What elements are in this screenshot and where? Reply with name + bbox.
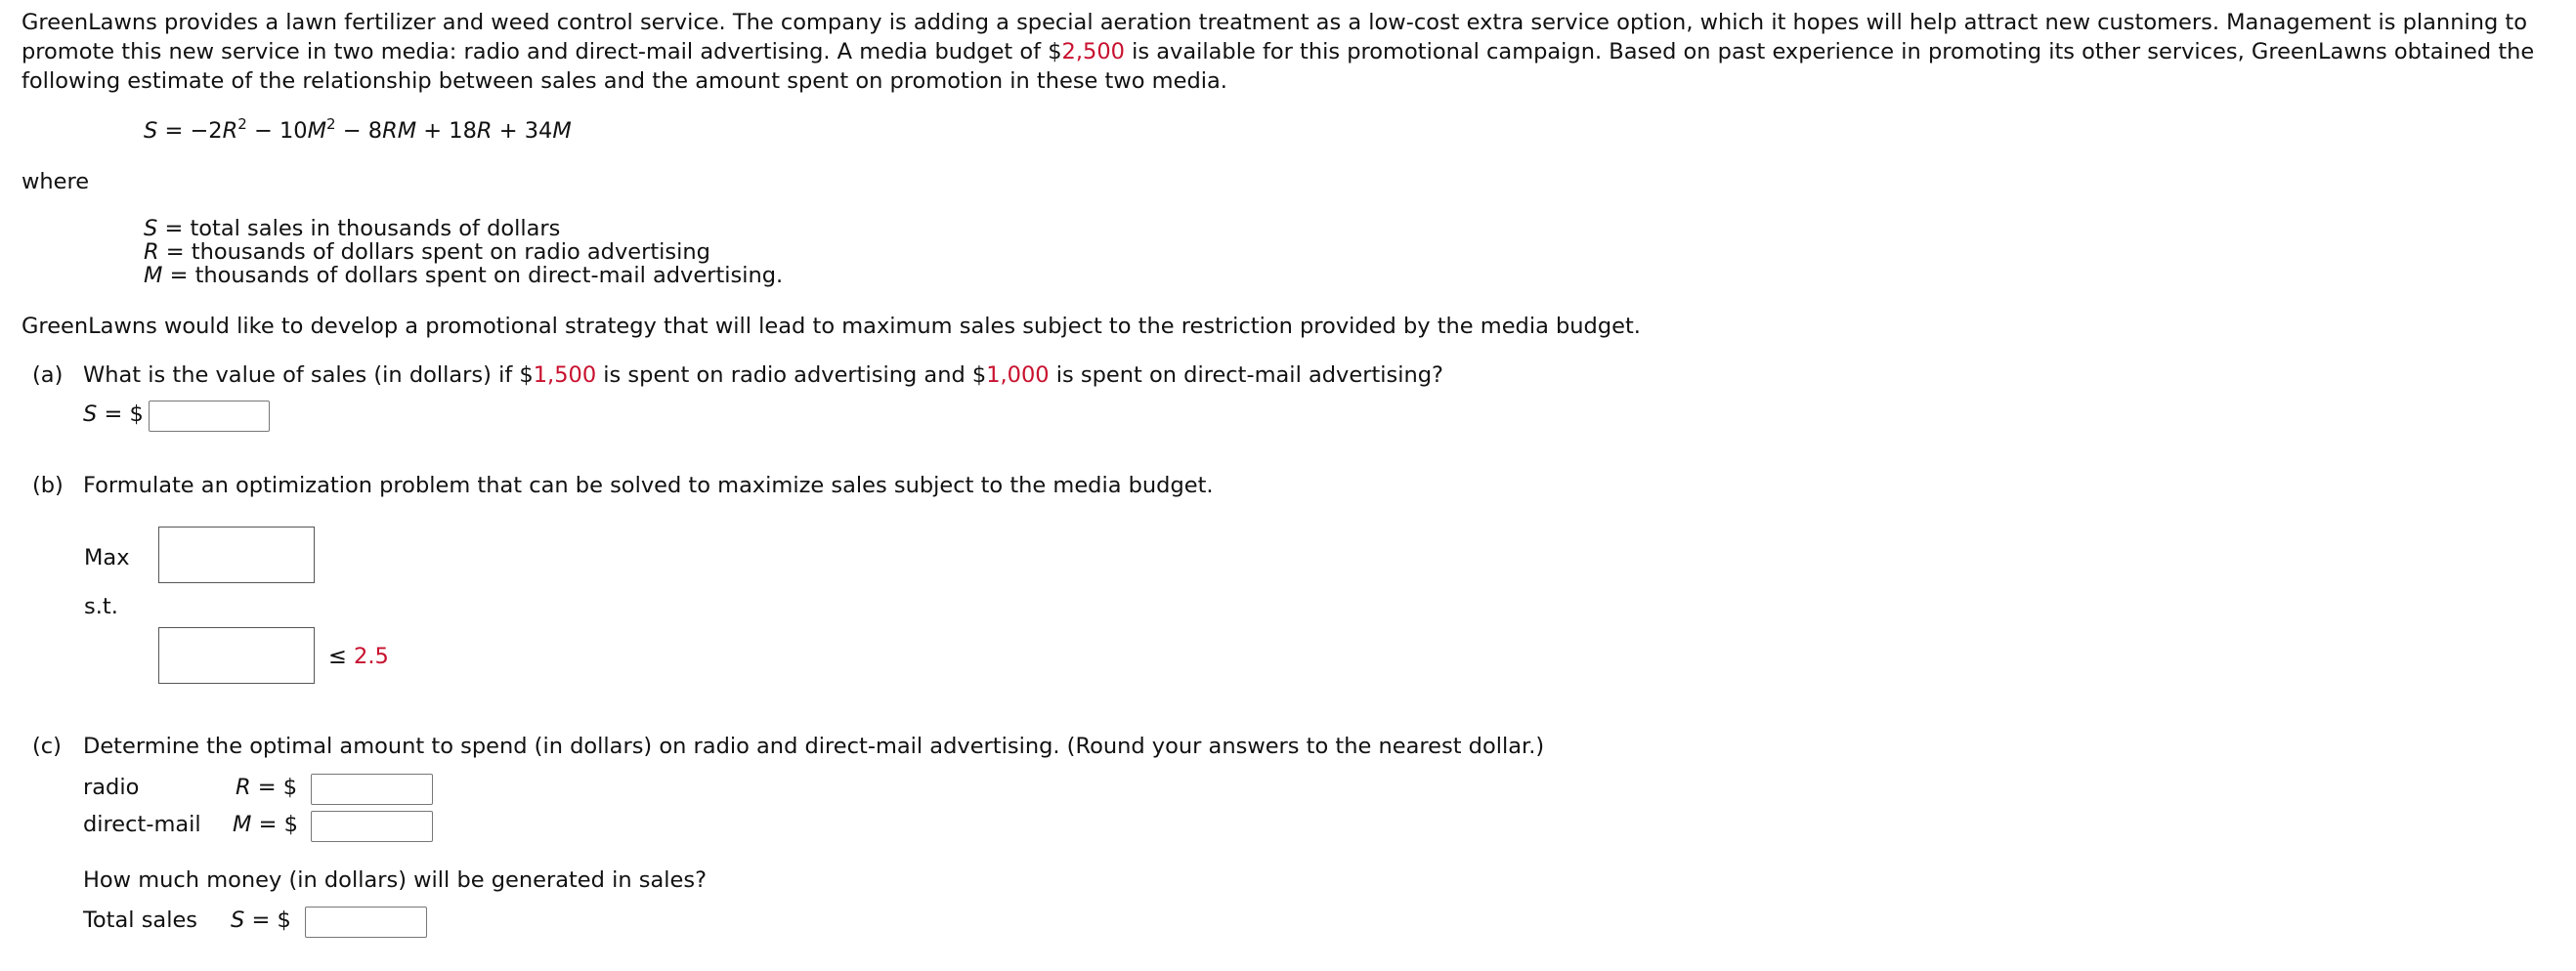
- eq-m: M: [307, 118, 327, 144]
- total-sales-input[interactable]: [305, 907, 427, 938]
- def-text: = thousands of dollars spent on direct-mail advertising.: [162, 263, 784, 288]
- eq-r: R: [476, 118, 493, 144]
- intro-text-after: is available for this promotional campaign. Based on past experience in promoting its other services, GreenLawns obtained the following estimate of the relationship between sales and the amount spent on promotion in these two media.: [21, 39, 2535, 94]
- definition-r: [144, 240, 783, 264]
- constraint-rhs: [328, 644, 389, 669]
- sales-question: How much money (in dollars) will be generated in sales?: [83, 867, 708, 893]
- s-var: S: [83, 401, 98, 427]
- radio-label: radio: [83, 775, 140, 800]
- eq-s: S: [144, 118, 158, 144]
- def-var: M: [144, 263, 163, 288]
- total-sales-var-label: [231, 908, 291, 933]
- eq-m: M: [552, 118, 572, 144]
- mail-amount: 1,000: [986, 362, 1050, 388]
- s-var: S: [231, 908, 245, 933]
- budget-amount: 2,500: [1061, 39, 1125, 64]
- strategy-paragraph: GreenLawns would like to develop a promotional strategy that will lead to maximum sales subject to the restriction provided by the media budget.: [21, 314, 1641, 339]
- mail-var-label: [233, 812, 298, 837]
- part-a-question: [83, 362, 1443, 388]
- le-symbol: ≤: [328, 644, 355, 669]
- objective-function-input[interactable]: [158, 527, 315, 583]
- def-var: R: [144, 239, 159, 265]
- eq-dollar: = $: [97, 401, 144, 427]
- m-var: M: [233, 812, 252, 837]
- radio-var-label: [236, 775, 297, 800]
- def-text: = total sales in thousands of dollars: [157, 216, 561, 241]
- intro-paragraph: [21, 8, 2562, 96]
- definition-m: [144, 264, 783, 287]
- part-b-question: Formulate an optimization problem that can be solved to maximize sales subject to the media budget.: [83, 473, 1214, 498]
- part-a-label: (a): [32, 362, 64, 388]
- direct-mail-amount-input[interactable]: [311, 811, 433, 842]
- eq-r: R: [222, 118, 238, 144]
- total-sales-label: Total sales: [83, 908, 198, 933]
- max-label: Max: [84, 545, 130, 570]
- q-text: is spent on direct-mail advertising?: [1049, 362, 1443, 388]
- part-a-s-label: [83, 401, 144, 427]
- eq-dollar: = $: [251, 812, 298, 837]
- variable-definitions: [144, 217, 783, 287]
- def-var: S: [144, 216, 158, 241]
- st-label: s.t.: [84, 594, 118, 619]
- constraint-input[interactable]: [158, 627, 315, 684]
- sales-equation: [144, 115, 572, 144]
- budget-rhs: 2.5: [354, 644, 389, 669]
- eq-part: − 10: [246, 118, 308, 144]
- eq-part: − 8: [335, 118, 383, 144]
- part-b-label: (b): [32, 473, 64, 498]
- direct-mail-label: direct-mail: [83, 812, 201, 837]
- eq-part: + 34: [492, 118, 553, 144]
- part-c-label: (c): [32, 734, 62, 759]
- eq-dollar: = $: [250, 775, 298, 800]
- eq-dollar: = $: [244, 908, 291, 933]
- eq-exponent: 2: [237, 115, 247, 133]
- definition-s: [144, 217, 783, 240]
- eq-exponent: 2: [326, 115, 336, 133]
- r-var: R: [236, 775, 251, 800]
- eq-rm: RM: [382, 118, 417, 144]
- part-a-sales-input[interactable]: [149, 401, 270, 432]
- where-label: where: [21, 169, 90, 194]
- eq-part: = −2: [157, 118, 223, 144]
- eq-part: + 18: [416, 118, 477, 144]
- def-text: = thousands of dollars spent on radio advertising: [158, 239, 710, 265]
- radio-amount: 1,500: [533, 362, 597, 388]
- q-text: What is the value of sales (in dollars) if $: [83, 362, 534, 388]
- radio-amount-input[interactable]: [311, 774, 433, 805]
- q-text: is spent on radio advertising and $: [596, 362, 987, 388]
- part-c-question: Determine the optimal amount to spend (in dollars) on radio and direct-mail advertising. (Round your answers to the nearest dollar.): [83, 734, 1545, 759]
- intro-text-before: GreenLawns provides a lawn fertilizer and weed control service. The company is adding a special aeration treatment as a low-cost extra service option, which it hopes will help attract new customers. Management is planning to promote this new service in two media: radio and direct-mail advertising. A media budget of $: [21, 10, 2527, 64]
